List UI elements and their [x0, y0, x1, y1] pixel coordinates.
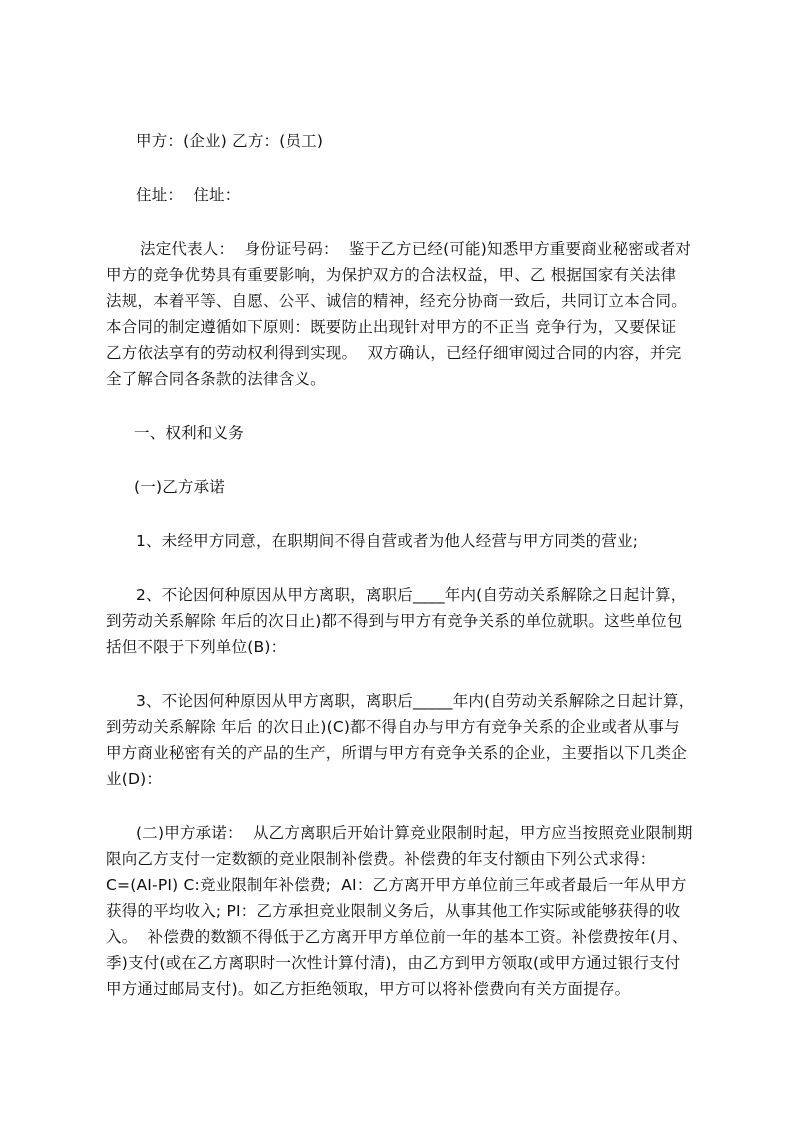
- subsection-2-line: 入。 补偿费的数额不得低于乙方离开甲方单位前一年的基本工资。补偿费按年(月、: [106, 928, 688, 946]
- preamble-line: 法定代表人： 身份证号码： 鉴于乙方已经(可能)知悉甲方重要商业秘密或者对: [140, 240, 692, 258]
- subsection-2-line: 甲方通过邮局支付)。如乙方拒绝领取，甲方可以将补偿费向有关方面提存。: [106, 980, 631, 998]
- clause-2-line: 括但不限于下列单位(B)：: [106, 638, 287, 656]
- preamble-line: 甲方的竞争优势具有重要影响，为保护双方的合法权益，甲、乙 根据国家有关法律: [106, 266, 677, 284]
- clause-2-line: 2、不论因何种原因从甲方离职，离职后____年内(自劳动关系解除之日起计算，: [136, 586, 687, 604]
- clause-3-line: 业(D)：: [106, 770, 163, 788]
- subsection-title: (一)乙方承诺: [134, 478, 225, 496]
- parties-line: 甲方：(企业) 乙方：(员工): [136, 132, 324, 150]
- clause-3-line: 甲方商业秘密有关的产品的生产，所谓与甲方有竞争关系的企业，主要指以下几类企: [106, 744, 687, 762]
- subsection-2-line: C=(AI-PI) C:竞业限制年补偿费; AI：乙方离开甲方单位前三年或者最后一年从甲方: [106, 876, 687, 894]
- preamble-line: 法规，本着平等、自愿、公平、诚信的精神，经充分协商一致后，共同订立本合同。: [106, 292, 687, 310]
- subsection-2-line: 限向乙方支付一定数额的竞业限制补偿费。补偿费的年支付额由下列公式求得：: [106, 850, 656, 868]
- subsection-2-line: (二)甲方承诺： 从乙方离职后开始计算竞业限制时起，甲方应当按照竞业限制期: [136, 824, 693, 842]
- subsection-2-line: 季)支付(或在乙方离职时一次性计算付清)，由乙方到甲方领取(或甲方通过银行支付: [106, 954, 681, 972]
- clause-2-line: 到劳动关系解除 年后的次日止)都不得到与甲方有竞争关系的单位就职。这些单位包: [106, 612, 683, 630]
- section-title: 一、权利和义务: [134, 424, 244, 442]
- address-line: 住址： 住址：: [136, 186, 241, 204]
- preamble-line: 本合同的制定遵循如下原则：既要防止出现针对甲方的不正当 竞争行为，又要保证: [106, 318, 677, 336]
- clause-3-line: 到劳动关系解除 年后 的次日止)(C)都不得自办与甲方有竞争关系的企业或者从事与: [106, 718, 680, 736]
- clause-1: 1、未经甲方同意，在职期间不得自营或者为他人经营与甲方同类的营业;: [136, 532, 639, 550]
- clause-3-line: 3、不论因何种原因从甲方离职，离职后_____年内(自劳动关系解除之日起计算，: [136, 692, 695, 710]
- preamble-line: 全了解合同各条款的法律含义。: [106, 370, 326, 388]
- subsection-2-line: 获得的平均收入; PI：乙方承担竞业限制义务后，从事其他工作实际或能够获得的收: [106, 902, 681, 920]
- preamble-line: 乙方依法享有的劳动权利得到实现。 双方确认，已经仔细审阅过合同的内容，并完: [106, 344, 682, 362]
